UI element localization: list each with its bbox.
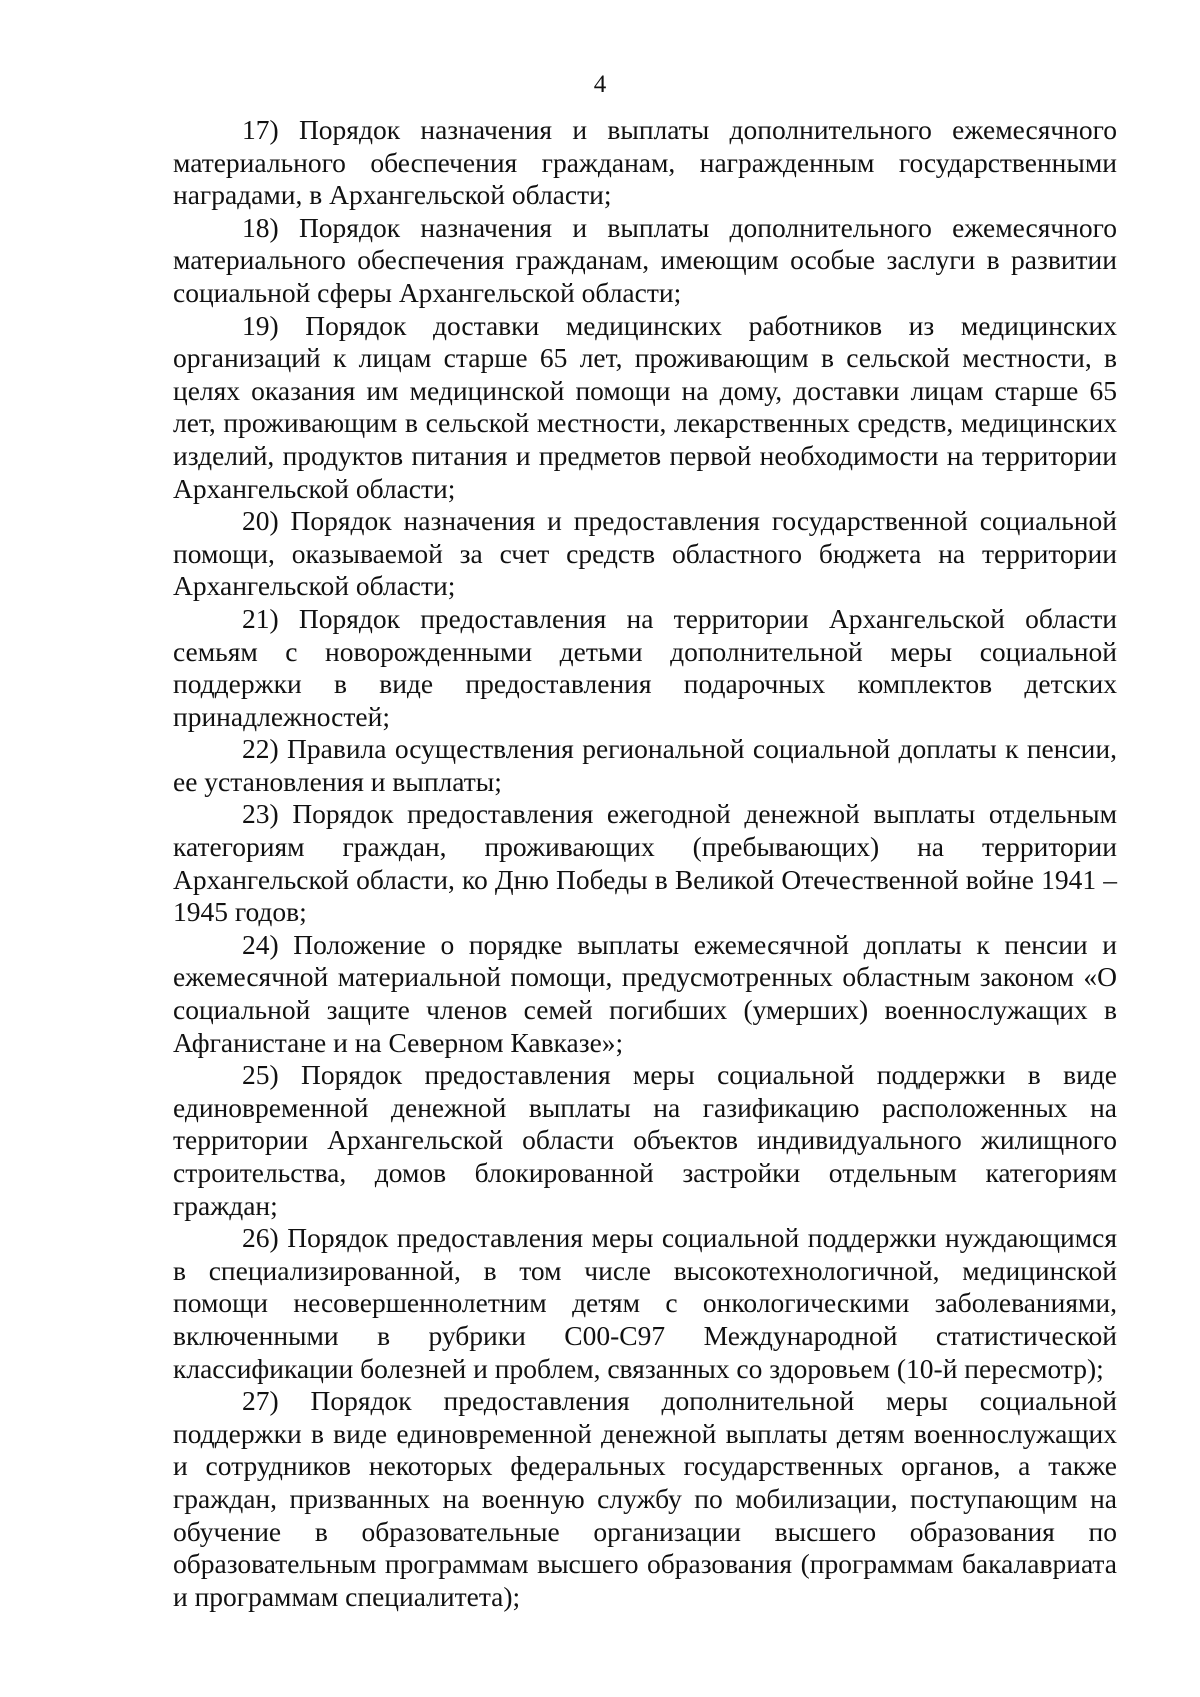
list-item: 26) Порядок предоставления меры социальной поддержки нуждающимся в специализированной, в том числе высокотехнологичной, медицинской помощи несовершеннолетним детям с онкологическими заболеваниями, включенными в рубрики С00-С97 Международной статистической классификации болезней и проблем, связанных со здоровьем (10-й пересмотр); — [173, 1222, 1117, 1384]
list-item: 17) Порядок назначения и выплаты дополнительного ежемесячного материального обеспечения гражданам, награжденным государственными наградами, в Архангельской области; — [173, 114, 1117, 211]
list-item: 18) Порядок назначения и выплаты дополнительного ежемесячного материального обеспечения гражданам, имеющим особые заслуги в развитии социальной сферы Архангельской области; — [173, 211, 1117, 308]
list-item: 19) Порядок доставки медицинских работников из медицинских организаций к лицам старше 65 лет, проживающим в сельской местности, в целях оказания им медицинской помощи на дому, доставки лицам старше 65 лет, проживающим в сельской местности, лекарственных средств, медицинских изделий, продуктов питания и предметов первой необходимости на территории Архангельской области; — [173, 309, 1117, 504]
list-item: 20) Порядок назначения и предоставления государственной социальной помощи, оказываемой за счет средств областного бюджета на территории Архангельской области; — [173, 505, 1117, 602]
list-item: 24) Положение о порядке выплаты ежемесячной доплаты к пенсии и ежемесячной материальной помощи, предусмотренных областным законом «О социальной защите членов семей погибших (умерших) военнослужащих в Афганистане и на Северном Кавказе»; — [173, 928, 1117, 1058]
list-item: 23) Порядок предоставления ежегодной денежной выплаты отдельным категориям граждан, проживающих (пребывающих) на территории Архангельской области, ко Дню Победы в Великой Отечественной войне 1941 – 1945 годов; — [173, 798, 1117, 928]
list-item: 22) Правила осуществления региональной социальной доплаты к пенсии, ее установления и выплаты; — [173, 733, 1117, 797]
list-item: 21) Порядок предоставления на территории Архангельской области семьям с новорожденными детьми дополнительной меры социальной поддержки в виде предоставления подарочных комплектов детских принадлежностей; — [173, 602, 1117, 732]
page-number: 4 — [593, 71, 607, 98]
list-item: 25) Порядок предоставления меры социальной поддержки в виде единовременной денежной выплаты на газификацию расположенных на территории Архангельской области объектов индивидуального жилищного строительства, домов блокированной застройки отдельным категориям граждан; — [173, 1059, 1117, 1221]
document-body — [173, 114, 1117, 1613]
list-item: 27) Порядок предоставления дополнительной меры социальной поддержки в виде единовременной денежной выплаты детям военнослужащих и сотрудников некоторых федеральных государственных органов, а также граждан, призванных на военную службу по мобилизации, поступающим на обучение в образовательные организации высшего образования по образовательным программам высшего образования (программам бакалавриата и программам специалитета); — [173, 1385, 1117, 1612]
